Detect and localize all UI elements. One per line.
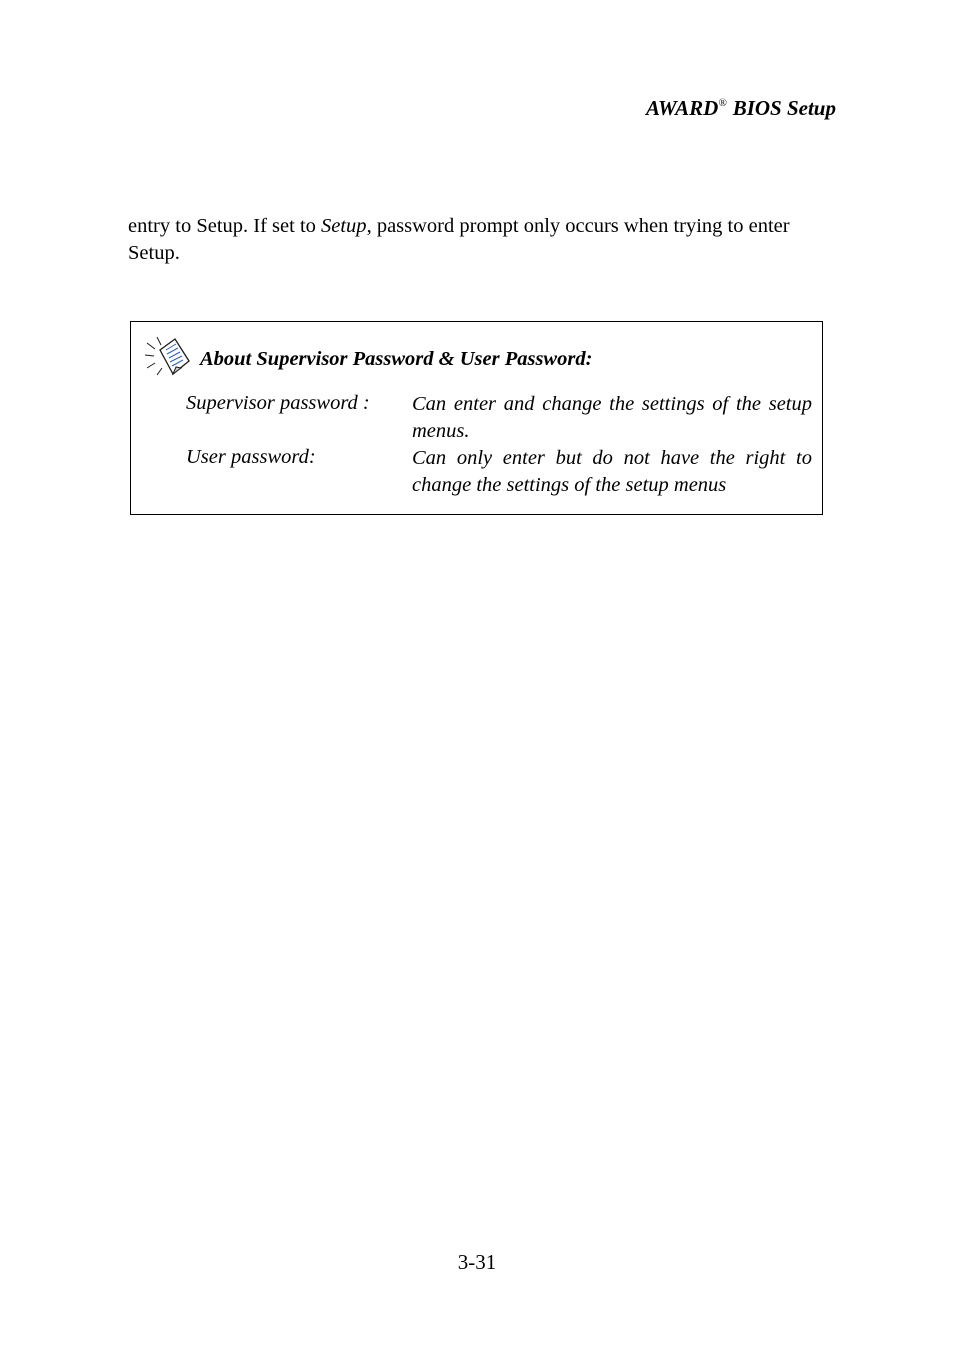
user-password-description: Can only enter but do not have the right to change the settings of the setup menus (412, 447, 812, 496)
supervisor-password-description: Can enter and change the settings of the setup menus. (412, 393, 812, 442)
note-paper-icon (143, 335, 191, 379)
body-paragraph (128, 213, 828, 267)
registered-mark: ® (718, 97, 727, 109)
header-section: BIOS Setup (732, 96, 836, 120)
password-note-box (130, 321, 823, 515)
user-password-term: User password: (186, 446, 316, 468)
body-text-part1: entry to Setup. If set to (128, 215, 322, 237)
body-text-part2: , password prompt only occurs when trying to enter Setup. (128, 215, 790, 264)
body-emphasis: Setup (321, 215, 367, 237)
note-title: About Supervisor Password & User Password: (200, 348, 593, 370)
running-header (646, 96, 836, 121)
page-number: 3-31 (457, 1250, 497, 1274)
header-brand: AWARD (645, 96, 719, 120)
supervisor-password-term: Supervisor password : (186, 392, 370, 414)
